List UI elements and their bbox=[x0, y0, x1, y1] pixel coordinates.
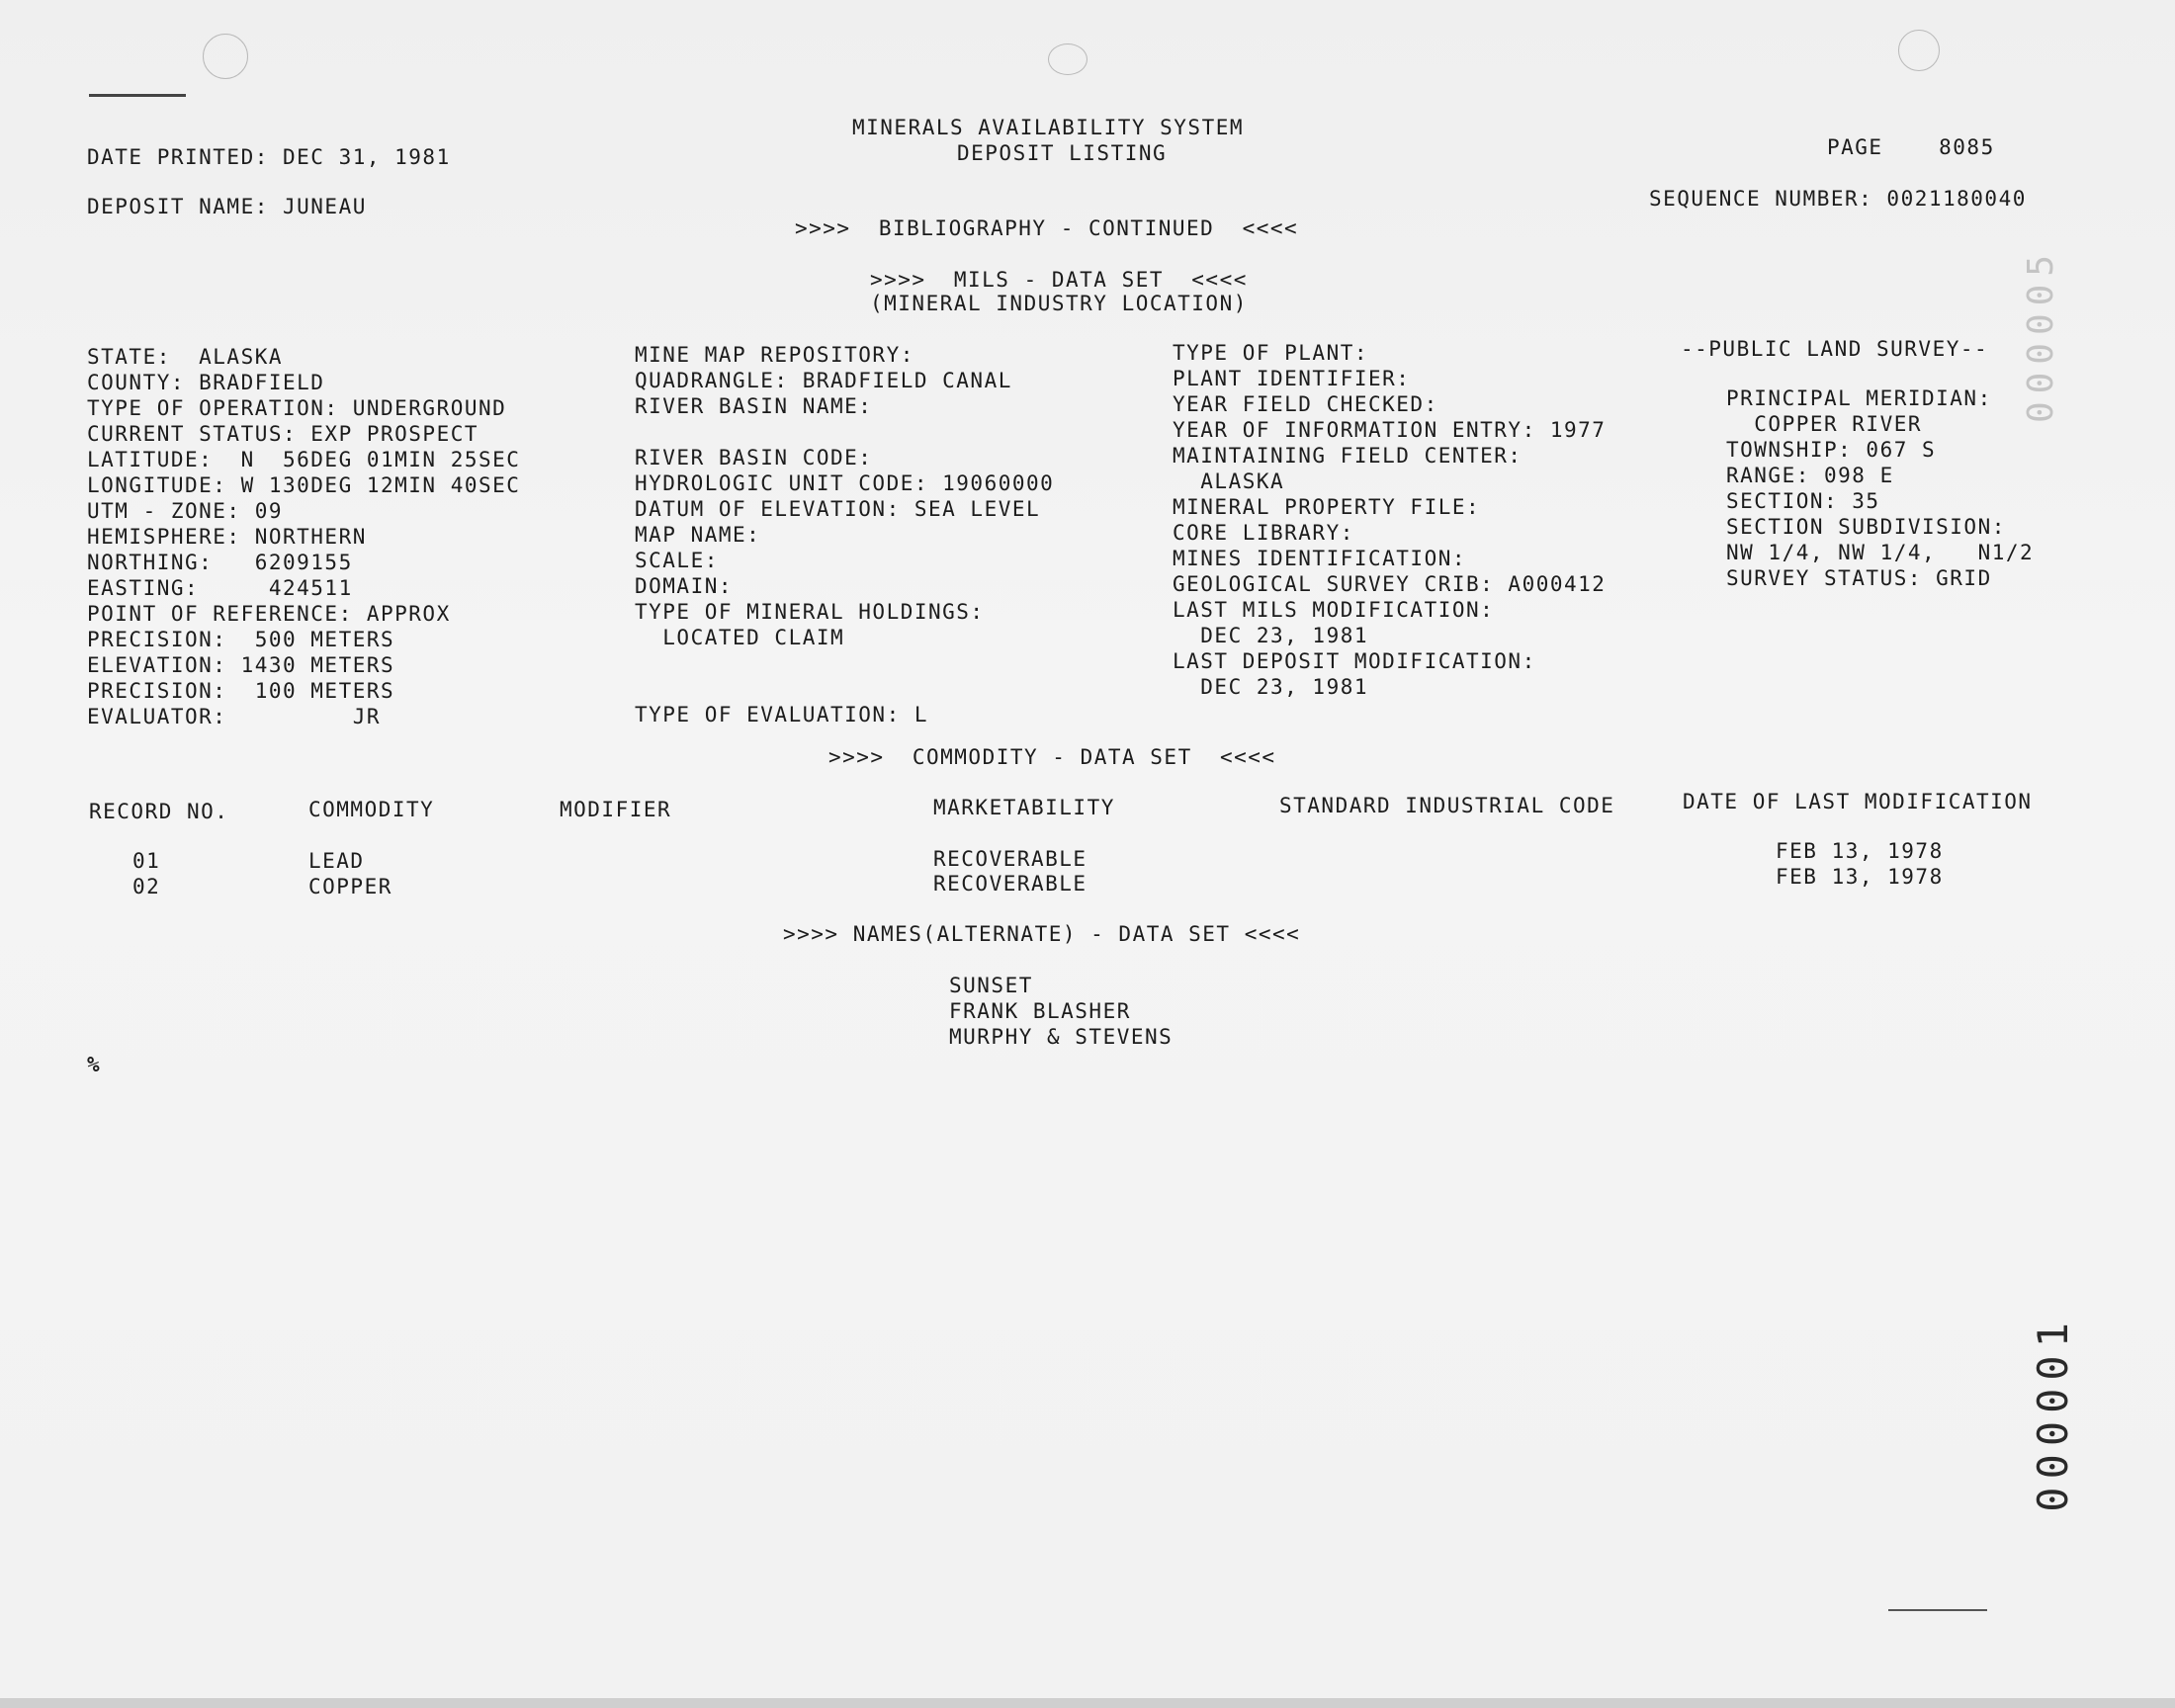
mils-field: YEAR FIELD CHECKED: bbox=[1173, 392, 1438, 416]
table-row-commodity: LEAD bbox=[308, 849, 365, 873]
punch-hole-mark bbox=[1048, 43, 1088, 75]
mils-field: TYPE OF OPERATION: UNDERGROUND bbox=[87, 396, 507, 420]
mils-field: SCALE: bbox=[635, 549, 719, 572]
mils-field: ALASKA bbox=[1173, 470, 1285, 493]
mils-heading: >>>> MILS - DATA SET <<<< bbox=[870, 268, 1248, 292]
mils-field: GEOLOGICAL SURVEY CRIB: A000412 bbox=[1173, 572, 1607, 596]
mils-field: UTM - ZONE: 09 bbox=[87, 499, 284, 523]
mils-field: PLANT IDENTIFIER: bbox=[1173, 367, 1411, 390]
mils-field: CURRENT STATUS: EXP PROSPECT bbox=[87, 422, 479, 446]
mils-field: HEMISPHERE: NORTHERN bbox=[87, 525, 367, 549]
mils-field: STATE: ALASKA bbox=[87, 345, 284, 369]
table-row-commodity: COPPER bbox=[308, 875, 392, 898]
mils-field: TYPE OF EVALUATION: L bbox=[635, 703, 929, 726]
table-header-sic: STANDARD INDUSTRIAL CODE bbox=[1279, 794, 1615, 817]
table-row-marketability: RECOVERABLE bbox=[933, 847, 1088, 871]
end-of-record-mark: % bbox=[87, 1053, 102, 1076]
mils-field bbox=[635, 676, 1054, 702]
public-land-survey-column bbox=[1726, 385, 2034, 591]
bibliography-heading: >>>> BIBLIOGRAPHY - CONTINUED <<<< bbox=[795, 216, 1299, 240]
table-row-marketability: RECOVERABLE bbox=[933, 872, 1088, 896]
alternate-name: SUNSET bbox=[949, 974, 1033, 997]
mils-field: POINT OF REFERENCE: APPROX bbox=[87, 602, 451, 626]
survey-field: RANGE: 098 E bbox=[1726, 464, 1894, 487]
pen-stroke-mark bbox=[89, 94, 186, 97]
table-row-record-no: 01 bbox=[132, 849, 161, 873]
sequence-number: SEQUENCE NUMBER: 0021180040 bbox=[1649, 187, 2027, 211]
page-number: PAGE 8085 bbox=[1827, 135, 1995, 159]
mils-field bbox=[635, 419, 1054, 445]
pen-stroke-mark bbox=[1888, 1609, 1987, 1611]
table-header-date-modified: DATE OF LAST MODIFICATION bbox=[1683, 790, 2033, 813]
punch-hole-mark bbox=[203, 34, 248, 79]
mils-field: MAP NAME: bbox=[635, 523, 761, 547]
mils-map-column bbox=[635, 342, 1054, 727]
mils-field: LAST MILS MODIFICATION: bbox=[1173, 598, 1495, 622]
mils-field: DATUM OF ELEVATION: SEA LEVEL bbox=[635, 497, 1041, 521]
survey-field: SURVEY STATUS: GRID bbox=[1726, 566, 1992, 590]
table-header-modifier: MODIFIER bbox=[560, 798, 672, 821]
mils-field bbox=[635, 650, 1054, 676]
faint-frame-number: 000005 bbox=[2021, 247, 2061, 424]
mils-field: EVALUATOR: JR bbox=[87, 705, 382, 728]
table-row-record-no: 02 bbox=[132, 875, 161, 898]
table-header-marketability: MARKETABILITY bbox=[933, 796, 1115, 819]
mils-field: RIVER BASIN NAME: bbox=[635, 394, 873, 418]
listing-title: DEPOSIT LISTING bbox=[957, 141, 1168, 165]
commodity-heading: >>>> COMMODITY - DATA SET <<<< bbox=[828, 745, 1276, 769]
table-header-commodity: COMMODITY bbox=[308, 798, 435, 821]
mils-field: LAST DEPOSIT MODIFICATION: bbox=[1173, 649, 1536, 673]
date-printed: DATE PRINTED: DEC 31, 1981 bbox=[87, 145, 451, 169]
alternate-names-list bbox=[949, 973, 1173, 1050]
mils-field: MINES IDENTIFICATION: bbox=[1173, 547, 1467, 570]
mils-field: CORE LIBRARY: bbox=[1173, 521, 1354, 545]
mils-subheading: (MINERAL INDUSTRY LOCATION) bbox=[870, 292, 1248, 315]
table-header-record-no: RECORD NO. bbox=[89, 800, 229, 823]
frame-number: 000001 bbox=[2029, 1315, 2077, 1512]
survey-field: COPPER RIVER bbox=[1726, 412, 1923, 436]
table-row-date-modified: FEB 13, 1978 bbox=[1776, 865, 1944, 889]
deposit-name: DEPOSIT NAME: JUNEAU bbox=[87, 195, 367, 218]
survey-field: NW 1/4, NW 1/4, N1/2 bbox=[1726, 541, 2035, 564]
public-land-survey-title: --PUBLIC LAND SURVEY-- bbox=[1681, 337, 1989, 361]
punch-hole-mark bbox=[1898, 30, 1940, 71]
scan-edge bbox=[0, 1698, 2175, 1708]
survey-field: PRINCIPAL MERIDIAN: bbox=[1726, 386, 1992, 410]
survey-field: TOWNSHIP: 067 S bbox=[1726, 438, 1937, 462]
names-heading: >>>> NAMES(ALTERNATE) - DATA SET <<<< bbox=[783, 922, 1301, 946]
mils-field: LONGITUDE: W 130DEG 12MIN 40SEC bbox=[87, 473, 521, 497]
mils-field: DOMAIN: bbox=[635, 574, 734, 598]
mils-field: QUADRANGLE: BRADFIELD CANAL bbox=[635, 369, 1012, 392]
mils-field: NORTHING: 6209155 bbox=[87, 551, 353, 574]
mils-field: COUNTY: BRADFIELD bbox=[87, 371, 325, 394]
mils-field: PRECISION: 100 METERS bbox=[87, 679, 395, 703]
mils-field: LOCATED CLAIM bbox=[635, 626, 845, 649]
system-title: MINERALS AVAILABILITY SYSTEM bbox=[852, 116, 1245, 139]
mils-field: RIVER BASIN CODE: bbox=[635, 446, 873, 470]
table-row-date-modified: FEB 13, 1978 bbox=[1776, 839, 1944, 863]
mils-field: DEC 23, 1981 bbox=[1173, 624, 1369, 647]
mils-field: YEAR OF INFORMATION ENTRY: 1977 bbox=[1173, 418, 1607, 442]
mils-field: HYDROLOGIC UNIT CODE: 19060000 bbox=[635, 471, 1055, 495]
mils-field: MAINTAINING FIELD CENTER: bbox=[1173, 444, 1522, 468]
survey-field: SECTION SUBDIVISION: bbox=[1726, 515, 2006, 539]
mils-field: TYPE OF MINERAL HOLDINGS: bbox=[635, 600, 985, 624]
mils-field: ELEVATION: 1430 METERS bbox=[87, 653, 395, 677]
mils-field: LATITUDE: N 56DEG 01MIN 25SEC bbox=[87, 448, 521, 471]
mils-location-column bbox=[87, 344, 520, 729]
alternate-name: MURPHY & STEVENS bbox=[949, 1025, 1174, 1049]
mils-field: TYPE OF PLANT: bbox=[1173, 341, 1369, 365]
mils-field: MINERAL PROPERTY FILE: bbox=[1173, 495, 1481, 519]
mils-field: EASTING: 424511 bbox=[87, 576, 353, 600]
mils-field: DEC 23, 1981 bbox=[1173, 675, 1369, 699]
alternate-name: FRANK BLASHER bbox=[949, 999, 1131, 1023]
mils-plant-column bbox=[1173, 340, 1606, 700]
mils-field: MINE MAP REPOSITORY: bbox=[635, 343, 914, 367]
survey-field: SECTION: 35 bbox=[1726, 489, 1880, 513]
mils-field: PRECISION: 500 METERS bbox=[87, 628, 395, 651]
